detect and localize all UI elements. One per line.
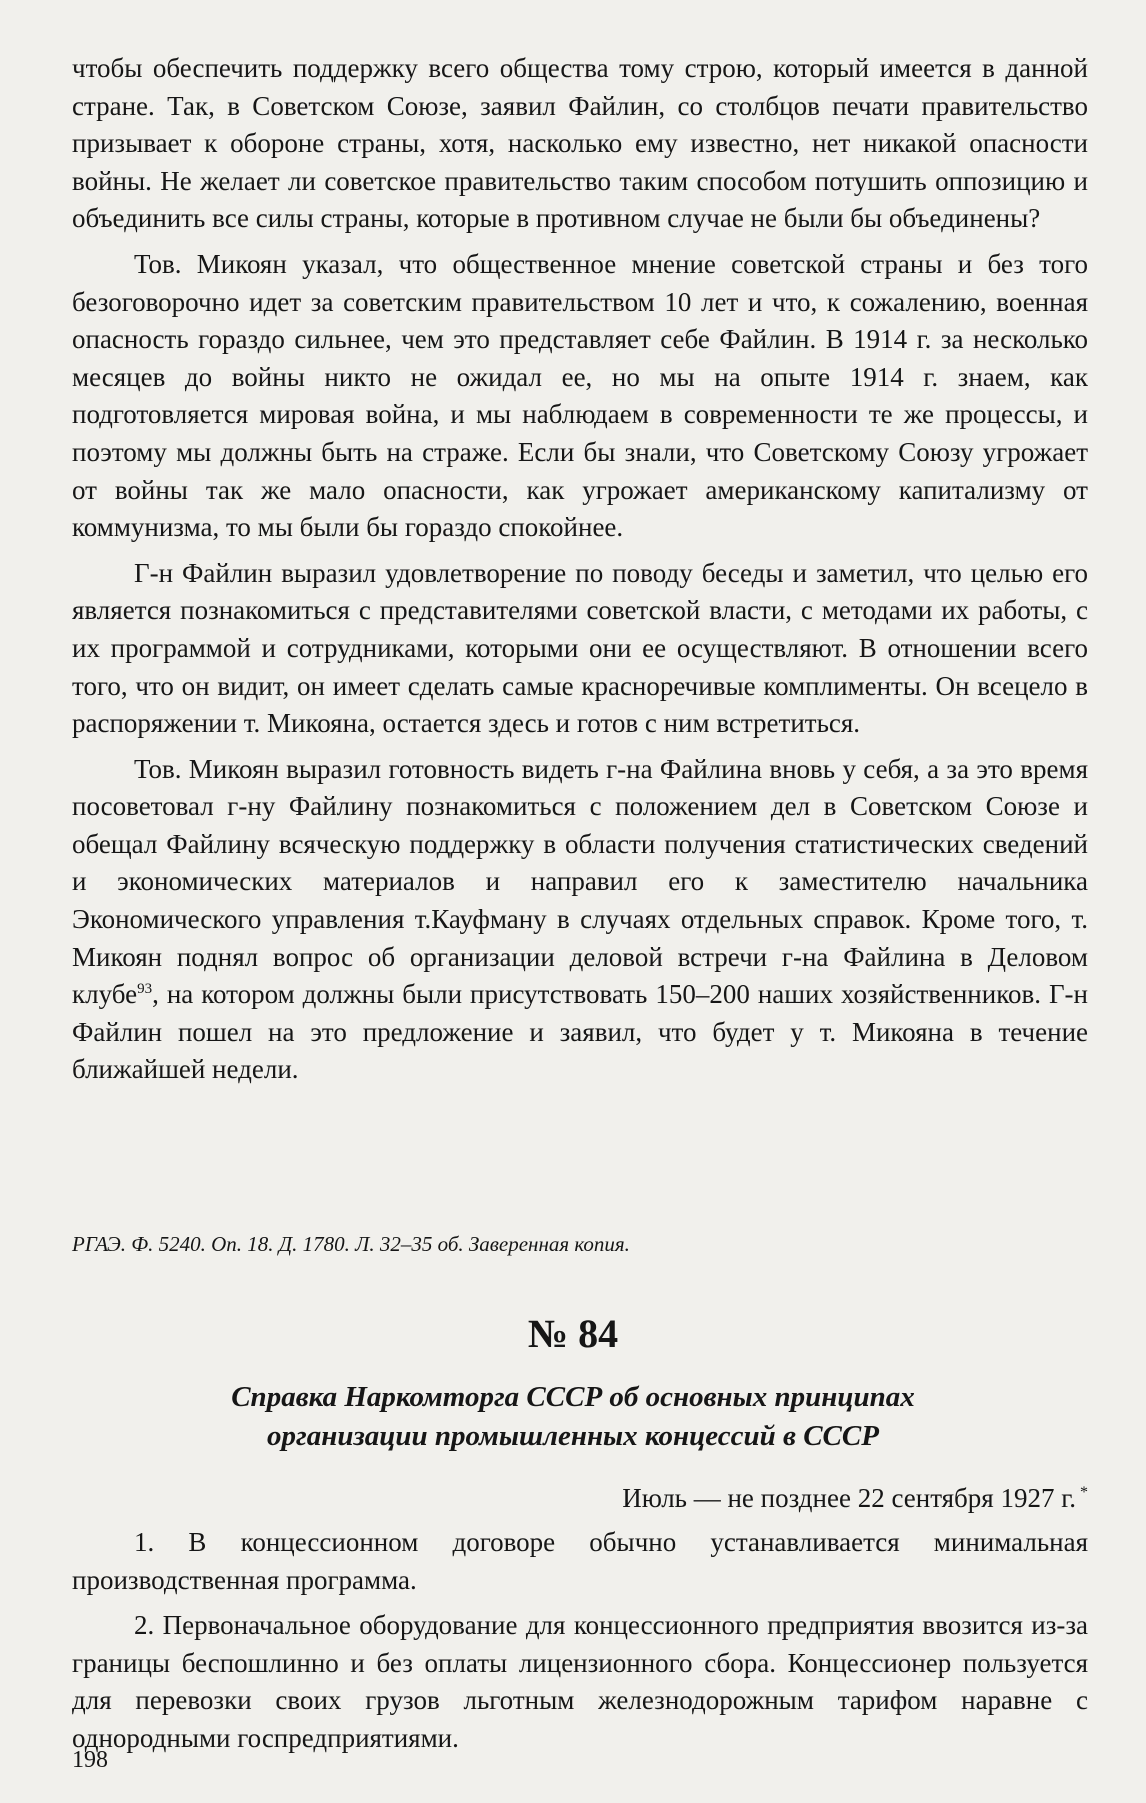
main-text bbox=[72, 50, 1088, 1089]
document-text bbox=[72, 1524, 1088, 1758]
document-title-line-2: организации промышленных концессий в СССР bbox=[267, 1420, 879, 1452]
page-number: 198 bbox=[72, 1747, 108, 1773]
document-date-text: Июль — не позднее 22 сентября 1927 г. bbox=[622, 1483, 1076, 1513]
date-footnote-marker: * bbox=[1080, 1484, 1088, 1501]
document-title-line-1: Справка Наркомторга СССР об основных принципах bbox=[231, 1381, 915, 1413]
paragraph-4 bbox=[72, 751, 1088, 1089]
paragraph-4-text-a: Тов. Микоян выразил готовность видеть г-на Файлина вновь у себя, а за это время посоветовал г-ну Файлину познакомиться с положением дел в Советском Союзе и обещал Файлину всяческую поддержку в области получения статистических сведений и экономических материалов и направил его к заместителю начальника Экономического управления т.Кауфману в случаях отдельных справок. Кроме того, т. Микоян поднял вопрос об организации деловой встречи г-на Файлина в Деловом клубе bbox=[72, 753, 1088, 1010]
document-number: № 84 bbox=[527, 1311, 619, 1356]
footnote-marker: 93 bbox=[137, 981, 153, 998]
document-item-1: 1. В концессионном договоре обычно устанавливается минимальная производственная программа. bbox=[72, 1527, 1088, 1595]
document-title bbox=[120, 1378, 1026, 1456]
document-date bbox=[622, 1475, 1088, 1516]
archive-source: РГАЭ. Ф. 5240. Оп. 18. Д. 1780. Л. 32–35 об. Заверенная копия. bbox=[72, 1232, 630, 1256]
paragraph-4-text-b: , на котором должны были присутствовать 150–200 наших хозяйственников. Г-н Файлин пошел на это предложение и заявил, что будет у т. Микояна в течение ближайшей недели. bbox=[72, 979, 1088, 1085]
paragraph-1: чтобы обеспечить поддержку всего общества тому строю, который имеется в данной стране. Так, в Советском Союзе, заявил Файлин, со столбцов печати правительство призывает к обороне страны, хотя, насколько ему известно, нет никакой опасности войны. Не желает ли советское правительство таким способом потушить оппозицию и объединить все силы страны, которые в противном случае не были бы объединены? bbox=[72, 53, 1088, 234]
paragraph-2: Тов. Микоян указал, что общественное мнение советской страны и без того безоговорочно идет за советским правительством 10 лет и что, к сожалению, военная опасность гораздо сильнее, чем это представляет себе Файлин. В 1914 г. за несколько месяцев до войны никто не ожидал ее, но мы на опыте 1914 г. знаем, как подготовляется мировая война, и мы наблюдаем в современности те же процессы, и поэтому мы должны быть на страже. Если бы знали, что Советскому Союзу угрожает от войны так же мало опасности, как угрожает американскому капитализму от коммунизма, то мы были бы гораздо спокойнее. bbox=[72, 248, 1088, 543]
document-item-2: 2. Первоначальное оборудование для концессионного предприятия ввозится из-за границы беспошлинно и без оплаты лицензионного сбора. Концессионер пользуется для перевозки своих грузов льготным железнодорожным тарифом наравне с однородными госпредприятиями. bbox=[72, 1610, 1088, 1753]
paragraph-3: Г-н Файлин выразил удовлетворение по поводу беседы и заметил, что целью его является познакомиться с представителями советской власти, с методами их работы, с их программой и сотрудниками, которыми они ее осуществляют. В отношении всего того, что он видит, он имеет сделать самые красноречивые комплименты. Он всецело в распоряжении т. Микояна, остается здесь и готов с ним встретиться. bbox=[72, 557, 1088, 739]
